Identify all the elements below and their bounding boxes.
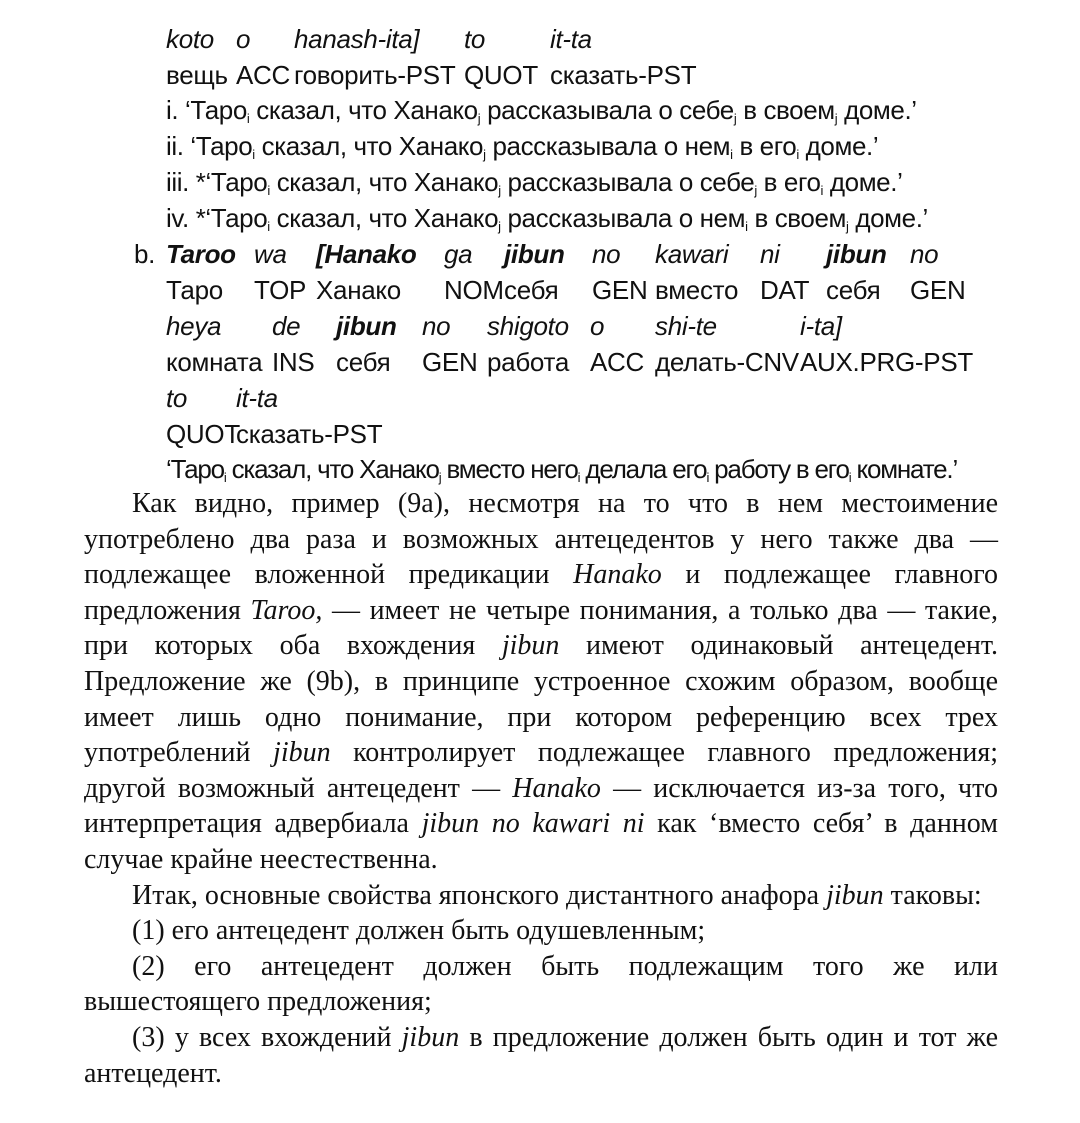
gloss-word: AUX.PRG-PST [800, 347, 973, 377]
paragraph-2: Итак, основные свойства японского дистантного анафора jibun таковы: [132, 879, 982, 911]
list-item-2: (2) его антецедент должен быть подлежащим того же или вышестоящего предложения; [84, 950, 998, 1018]
gloss-word: работа [487, 347, 569, 377]
gloss-word: o [236, 24, 251, 54]
gloss-word: вещь [166, 60, 228, 90]
gloss-word: o [590, 311, 605, 341]
gloss-word: jibun [336, 311, 397, 341]
list-item-3: (3) у всех вхождений jibun в предложение должен быть один и тот же антецедент. [84, 1021, 999, 1089]
gloss-word: Ханако [316, 275, 401, 305]
gloss-word: делать-CNV [655, 347, 799, 377]
gloss-word: NOM [444, 275, 504, 305]
gloss-word: ni [760, 239, 780, 269]
gloss-word: TOP [254, 275, 307, 305]
gloss-word: wa [254, 239, 287, 269]
gloss-word: Таро [166, 275, 223, 305]
gloss-word: себя [336, 347, 391, 377]
gloss-word: it-ta [236, 383, 278, 413]
gloss-word: koto [166, 24, 214, 54]
gloss-word: QUOT [166, 419, 240, 449]
gloss-word: комната [166, 347, 263, 377]
example-label: b. [134, 239, 156, 269]
gloss-word: no [910, 239, 939, 269]
gloss-word: it-ta [550, 24, 592, 54]
gloss-word: себя [826, 275, 881, 305]
gloss-word: shi-te [655, 311, 717, 341]
gloss-word: вместо [655, 275, 739, 305]
gloss-word: jibun [826, 239, 887, 269]
gloss-word: de [272, 311, 301, 341]
list-item-1: (1) его антецедент должен быть одушевленным; [132, 915, 706, 947]
paragraph-1: Как видно, пример (9а), несмотря на то что в нем местоимение употреблено два раза и возможных антецедентов у него также два — подлежащее вложенной предикации Hanako и подлежащее главного предложения Taroo, — имеет не четыре понимания, а только два — такие, при которых оба вхождения jibun имеют одинаковый антецедент. Предложение же (9b), в принципе устроенное схожим образом, вообще имеет лишь одно понимание, при котором референцию всех трех употреблений jibun контролирует подлежащее главного предложения; другой возможный антецедент — Hanako — исключается из-за того, что интерпретация адвербиала jibun no kawari ni как ‘вместо себя’ в данном случае крайне неестественна. [84, 488, 998, 875]
gloss-word: i-ta] [800, 311, 842, 341]
gloss-word: no [592, 239, 621, 269]
gloss-word: no [422, 311, 451, 341]
body-text [84, 486, 998, 1091]
gloss-word: DAT [760, 275, 810, 305]
gloss-word: ga [444, 239, 473, 269]
gloss-word: Taroo [166, 239, 236, 269]
translation-iv: iv. *‘Таро$_i$ сказал, что Ханако$_j$ рассказывала о нем$_i$ в своем$_j$ доме.’ [166, 203, 928, 234]
gloss-word: to [464, 24, 486, 54]
translation-iii: iii. *‘Таро$_i$ сказал, что Ханако$_j$ рассказывала о себе$_j$ в его$_i$ доме.’ [166, 167, 903, 198]
translation-i: i. ‘Таро$_i$ сказал, что Ханако$_j$ рассказывала о себе$_j$ в своем$_j$ доме.’ [166, 95, 917, 126]
gloss-word: GEN [422, 347, 478, 377]
gloss-word: сказать-PST [550, 60, 697, 90]
gloss-word: to [166, 383, 188, 413]
gloss-word: себя [504, 275, 559, 305]
gloss-word: GEN [910, 275, 966, 305]
gloss-word: hanash-ita] [294, 24, 420, 54]
translation-b: ‘Таро$_i$ сказал, что Ханако$_j$ вместо него$_i$ делала его$_i$ работу в его$_i$ комнате.’ [166, 454, 958, 485]
translation-ii: ii. ‘Таро$_i$ сказал, что Ханако$_j$ рассказывала о нем$_i$ в его$_i$ доме.’ [166, 131, 879, 162]
gloss-word: ACC [590, 347, 644, 377]
gloss-word: kawari [655, 239, 729, 269]
gloss-word: [Hanako [316, 239, 417, 269]
gloss-word: heya [166, 311, 222, 341]
gloss-word: говорить-PST [294, 60, 456, 90]
gloss-word: jibun [504, 239, 565, 269]
gloss-word: ACC [236, 60, 290, 90]
gloss-word: GEN [592, 275, 648, 305]
gloss-word: shigoto [487, 311, 569, 341]
gloss-word: сказать-PST [236, 419, 383, 449]
gloss-word: INS [272, 347, 315, 377]
gloss-word: QUOT [464, 60, 538, 90]
